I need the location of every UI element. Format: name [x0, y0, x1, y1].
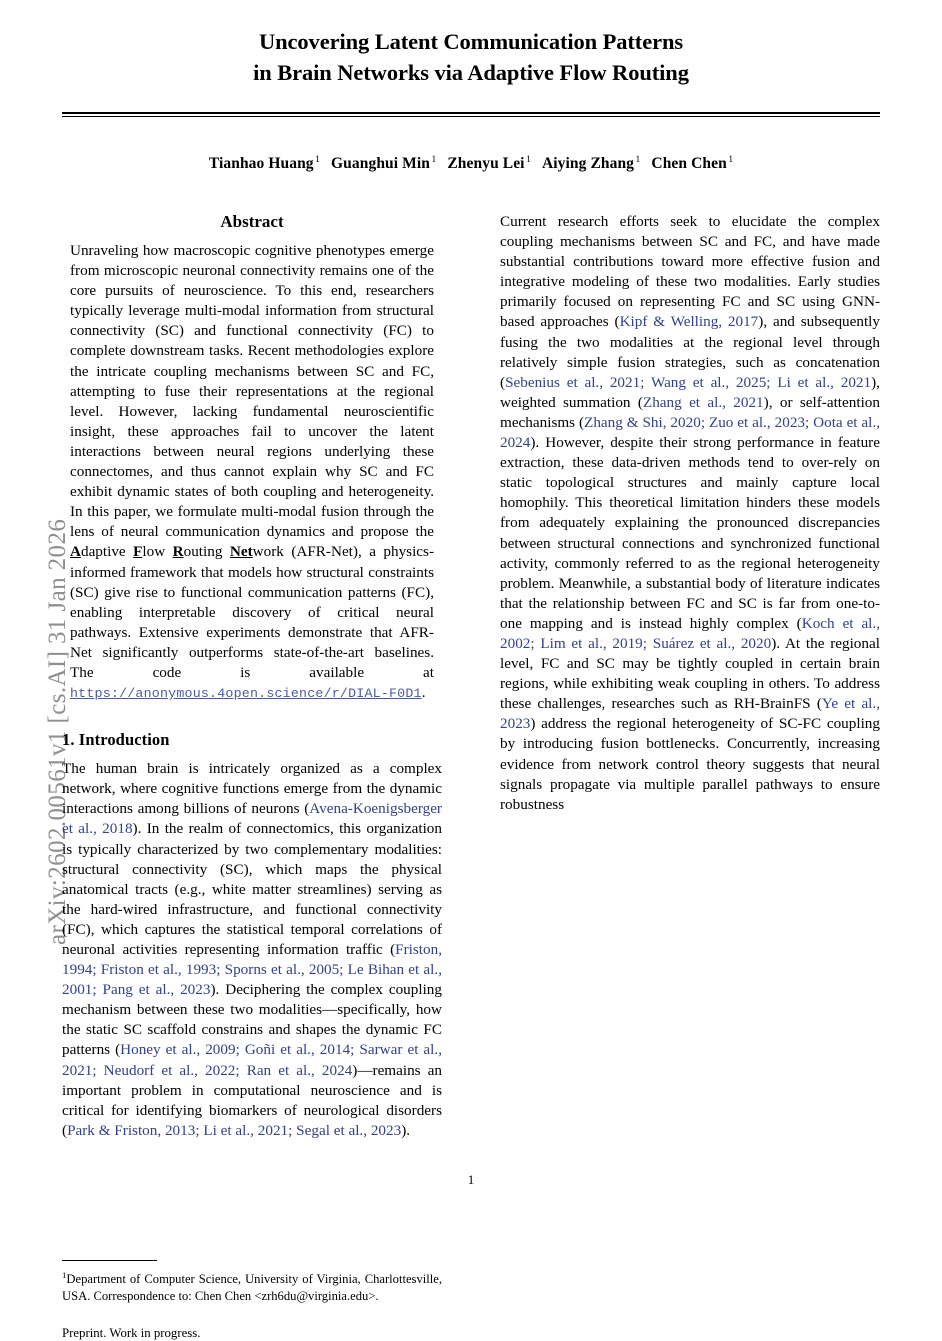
intro-p2-text-i: ). However, despite their strong performance in feature extraction, these data-driven methods tend to over-rely on static topological structures and mainly capture local homophily. This theoretical limitation hinders these models from adequately explaining the pronounced discrepancies between structural connections and synchronized functional activity, commonly referred to as the regional heterogeneity problem. Meanwhile, a substantial body of literature indicates that the relationship between FC and SC is far from one-to-one mapping and is instead highly complex ( [500, 434, 880, 632]
citation-segal-2023[interactable]: Segal et al., 2023 [296, 1121, 402, 1139]
paper-page [62, 0, 880, 1340]
abstract-part-2: (AFR-Net), a physics-informed framework that models how structural constraints (SC) give rise to functional communication patterns (FC), enabling interpretable discovery of critical neural pathways. Extensive experiments demonstrate that AFR-Net significantly outperforms state-of-the-art baselines. The code is available at [70, 543, 435, 681]
right-column [500, 212, 880, 815]
author-list [62, 117, 880, 173]
citation-lebihan-2001[interactable]: Le Bihan et al., 2001 [62, 961, 442, 999]
intro-p2-sep-g: ; [700, 413, 709, 431]
acronym-rest-low: low [142, 543, 173, 561]
author-entry [209, 155, 320, 172]
arxiv-stamp [0, 0, 71, 1200]
intro-p2-sep-d: ; [766, 373, 778, 391]
intro-p1-sep-f: ; [92, 981, 103, 999]
author-entry [542, 155, 640, 172]
author-name: Zhenyu Lei [447, 154, 525, 172]
intro-p2-sep-h: ; [805, 413, 814, 431]
code-repository-link[interactable] [70, 686, 422, 701]
citation-li-2021-b[interactable]: Li et al., 2021 [777, 373, 872, 391]
intro-p1-sep-d: ; [216, 961, 225, 979]
acronym-letters-net: Net [229, 543, 253, 561]
citation-park-friston-2013[interactable]: Park & Friston, 2013 [67, 1121, 196, 1139]
header-rule-thick [62, 112, 880, 114]
intro-p2-sep-k: ; [642, 634, 653, 652]
citation-friston-1993[interactable]: Friston et al., 1993 [100, 961, 217, 979]
code-url-line-2: science/r/DIAL-F0D1 [266, 686, 422, 702]
two-column-body [62, 212, 880, 1340]
citation-friston-1994[interactable]: Friston, 1994 [62, 941, 442, 979]
page-title-line-2: in Brain Networks via Adaptive Flow Routing [253, 60, 689, 85]
left-column [62, 212, 442, 1141]
footnote-area [62, 1260, 442, 1341]
author-name: Aiying Zhang [541, 154, 635, 172]
acronym-rest-work: work [252, 543, 284, 561]
footnote-mark: 1 [62, 1270, 67, 1280]
acronym-rest-outing: outing [183, 543, 230, 561]
intro-p2-text-a: Current research efforts seek to elucidate the complex coupling mechanisms between SC and FC, and have made substantial contributions toward more effective fusion and integrative modeling of these two modalities. Early studies primarily focused on representing FC and SC using GNN-based approaches ( [500, 213, 880, 331]
author-entry [331, 155, 436, 172]
intro-p1-sep-h: ; [235, 1041, 245, 1059]
intro-p1-text-a: The human brain is intricately organized as a complex network, where cognitive functions emerge from the dynamic interactions among billions of neurons ( [62, 760, 442, 818]
author-affiliation-mark: 1 [431, 154, 437, 165]
acronym-letter-r: R [172, 543, 184, 561]
author-name: Guanghui Min [331, 154, 430, 172]
abstract-heading: Abstract [220, 212, 284, 231]
citation-kipf-welling-2017[interactable]: Kipf & Welling, 2017 [619, 313, 759, 331]
intro-p2-text-f: ), or self-attention mechanisms ( [500, 393, 880, 431]
page-number: 1 [467, 1172, 475, 1187]
author-name: Chen Chen [651, 154, 727, 172]
citation-zhang-2021[interactable]: Zhang et al., 2021 [642, 393, 764, 411]
intro-p1-sep-e: ; [339, 961, 348, 979]
intro-p1-sep-m: ; [195, 1121, 204, 1139]
citation-avena-koenigsberger-2018[interactable]: Avena-Koenigsberger et al., 2018 [62, 800, 442, 838]
intro-p1-sep-k: ; [235, 1061, 247, 1079]
intro-p1-text-o: ). [401, 1121, 411, 1139]
acronym-rest-adaptive: daptive [80, 543, 134, 561]
citation-ran-2024[interactable]: Ran et al., 2024 [246, 1061, 353, 1079]
citation-ye-2023[interactable]: Ye et al., 2023 [500, 695, 880, 733]
citation-oota-2024[interactable]: Oota et al., 2024 [500, 413, 880, 452]
intro-p2-text-e: ), weighted summation ( [500, 373, 880, 411]
intro-p1-sep-j: ; [92, 1061, 104, 1079]
page-title [62, 26, 880, 88]
intro-p1-text-g: ). Deciphering the complex coupling mechanism between these two modalities—specifically, how the static SC scaffold constrains and shapes the dynamic FC patterns ( [62, 981, 442, 1059]
intro-p2-text-m: ) address the regional heterogeneity of SC-FC coupling by introducing fusion bottlenecks. Concurrently, increasing evidence from network control theory suggests that neural signals propagate via multiple parallel pathways to ensure robustness [500, 715, 880, 813]
footnote-rule [62, 1260, 157, 1261]
title-block [62, 0, 880, 117]
citation-koch-2002[interactable]: Koch et al., 2002 [500, 614, 880, 652]
code-url-line-1: https://anonymous.4open. [70, 686, 267, 702]
intro-p2-sep-j: ; [530, 634, 541, 652]
intro-p1-text-b: ). In the realm of connectomics, this organization is typically characterized by two complementary modalities: structural connectivity (SC), which maps the physical anatomical tracts (e.g., white matter streamlines) serving as the hard-wired infrastructure, and functional connectivity (FC), which captures the statistical temporal correlations of neuronal activities representing information traffic ( [62, 820, 442, 958]
footnote-affiliation [62, 1267, 442, 1304]
citation-neudorf-2022[interactable]: Neudorf et al., 2022 [103, 1061, 236, 1079]
intro-p1-text-l: )—remains an important problem in computational neuroscience and is critical for identifying biomarkers of neurological disorders ( [62, 1061, 442, 1139]
citation-zhang-shi-2020[interactable]: Zhang & Shi, 2020 [584, 413, 701, 431]
footnote-affiliation-text: Department of Computer Science, University of Virginia, Charlottesville, USA. Correspondence to: Chen Chen <zrh6du@virginia.edu>. [62, 1272, 442, 1303]
citation-sarwar-2021[interactable]: Sarwar et al., 2021 [62, 1041, 442, 1079]
abstract-part-1: Unraveling how macroscopic cognitive phenotypes emerge from microscopic neuronal connectivity remains one of the core pursuits of neuroscience. To this end, researchers typically leverage multi-modal information from structural connectivity (SC) and functional connectivity (FC) to complete downstream tasks. Recent methodologies explore the intricate coupling mechanisms between SC and FC, attempting to fuse their representations at the regional level. However, lacking fundamental neuroscientific insight, these approaches fail to uncover the latent interactions between neural regions underlying these connectomes, and thus cannot explain why SC and FC exhibit dynamic states of both coupling and heterogeneity. In this paper, we formulate multi-modal fusion through the lens of neural communication dynamics and propose the [70, 242, 434, 541]
abstract-text [62, 241, 442, 704]
acronym-letter-f: F [133, 543, 143, 561]
abstract-part-3: . [421, 684, 426, 702]
author-entry [447, 155, 531, 172]
section-heading-introduction: 1. Introduction [62, 730, 170, 750]
author-affiliation-mark: 1 [315, 154, 321, 165]
citation-goni-2014[interactable]: Goñi et al., 2014 [244, 1041, 351, 1059]
citation-sporns-2005[interactable]: Sporns et al., 2005 [224, 961, 340, 979]
arxiv-stamp-text: arXiv:2602.00561v1 [cs.AI] 31 Jan 2026 [44, 518, 71, 945]
author-affiliation-mark: 1 [635, 154, 641, 165]
intro-p1-sep-n: ; [288, 1121, 297, 1139]
intro-p1-sep-c: ; [92, 961, 101, 979]
citation-suarez-2020[interactable]: Suárez et al., 2020 [652, 634, 772, 652]
introduction-paragraph-1 [62, 759, 442, 1141]
section-spacer [62, 704, 442, 730]
intro-p2-text-l: ). At the regional level, FC and SC may be tightly coupled in certain brain regions, while exhibiting weak coupling in others. To address these challenges, researches such as RH-BrainFS ( [500, 634, 880, 713]
introduction-paragraph-2 [500, 212, 880, 815]
citation-li-2021[interactable]: Li et al., 2021 [203, 1121, 289, 1139]
citation-sebenius-2021[interactable]: Sebenius et al., 2021 [505, 373, 641, 391]
intro-p1-sep-i: ; [350, 1041, 360, 1059]
acronym-letter-a: A [70, 543, 81, 561]
author-name: Tianhao Huang [208, 154, 314, 172]
page-title-line-1: Uncovering Latent Communication Patterns [258, 29, 684, 54]
citation-lim-2019[interactable]: Lim et al., 2019 [540, 634, 643, 652]
citation-honey-2009[interactable]: Honey et al., 2009 [120, 1041, 236, 1059]
author-affiliation-mark: 1 [526, 154, 531, 165]
intro-p2-sep-c: ; [640, 373, 651, 391]
citation-zuo-2023[interactable]: Zuo et al., 2023 [708, 413, 806, 431]
citation-pang-2023[interactable]: Pang et al., 2023 [102, 981, 211, 999]
author-affiliation-mark: 1 [728, 154, 734, 165]
preprint-status-note: Preprint. Work in progress. [62, 1326, 201, 1340]
intro-p2-text-b: ), and subsequently fusing the two modalities at the regional level through relatively simple fusion strategies, such as concatenation ( [500, 313, 880, 391]
author-entry [651, 155, 733, 172]
citation-wang-2025[interactable]: Wang et al., 2025 [650, 373, 767, 391]
